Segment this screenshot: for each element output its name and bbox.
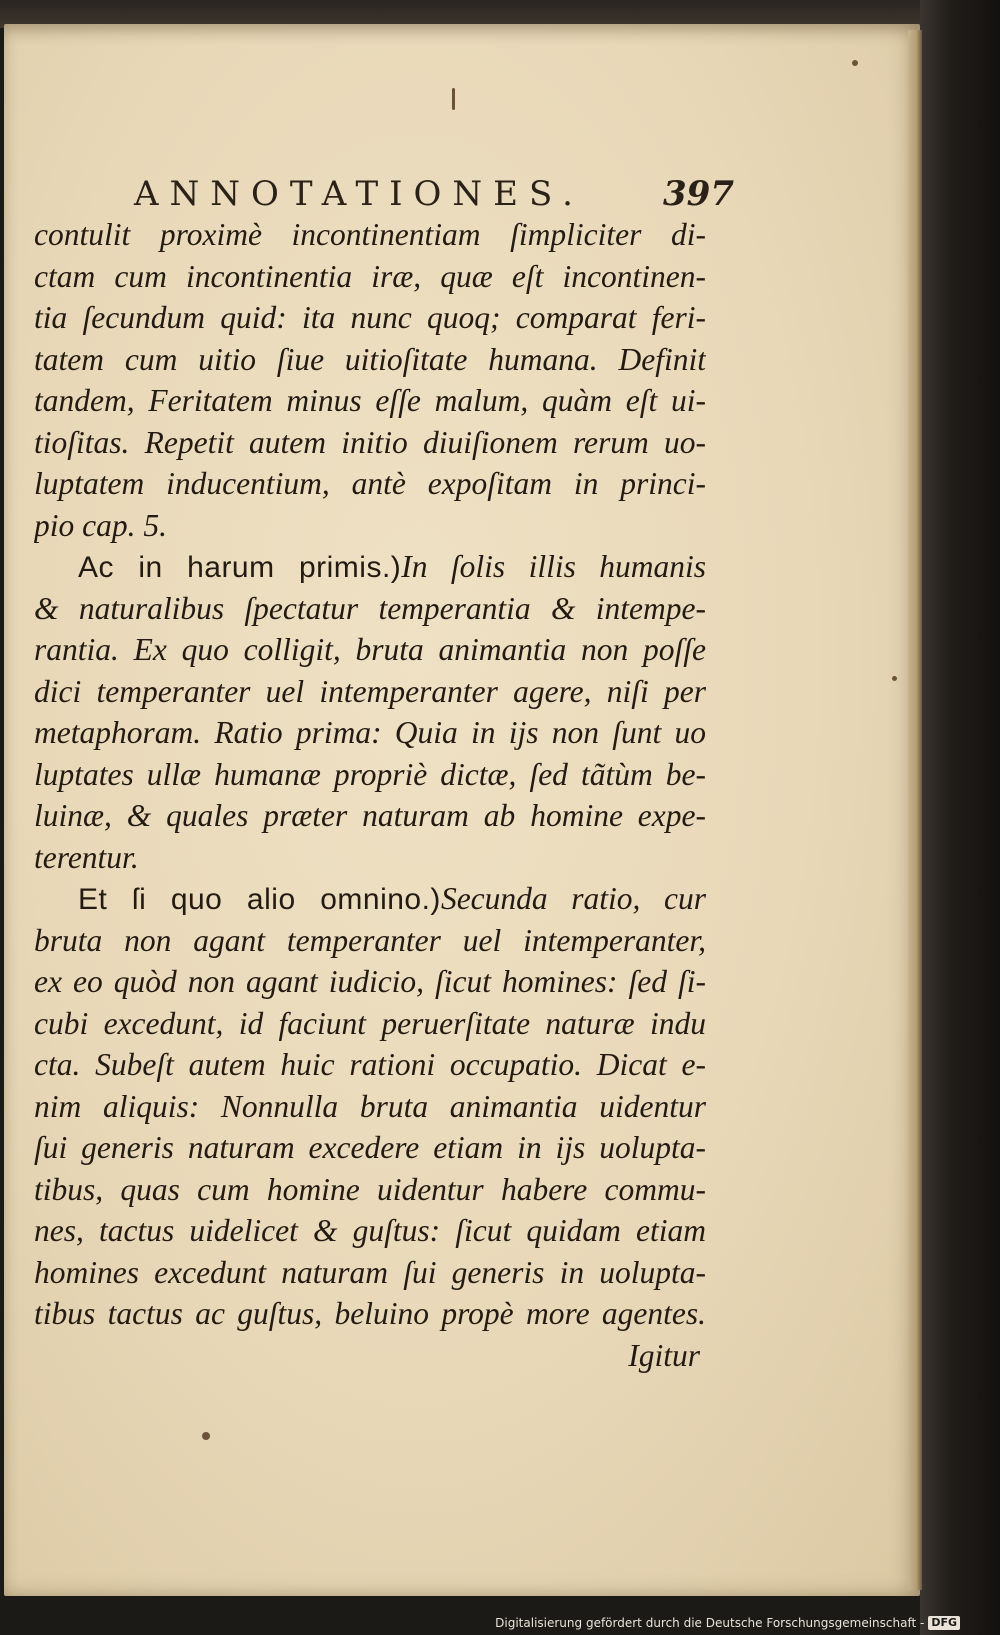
digitization-credit (495, 1614, 960, 1632)
text-line: ex eo quòd non agant iudicio, ſicut homines: ſed ſi- (34, 964, 706, 999)
paper-speck (852, 60, 858, 66)
running-head: ANNOTATIONES. (134, 174, 584, 214)
paragraph-first-line (34, 546, 706, 588)
text-line: tandem, Feritatem minus eſſe malum, quàm eſt ui- (34, 383, 706, 418)
text-line: ctam cum incontinentia iræ, quæ eſt incontinen- (34, 258, 706, 294)
paper-speck (452, 88, 455, 110)
paper-speck (892, 676, 897, 681)
text-line: luptates ullæ humanæ propriè dictæ, ſed tãtùm be- (34, 756, 706, 792)
book-page (4, 24, 920, 1596)
text-line: nim aliquis: Nonnulla bruta animantia uidentur (34, 1088, 706, 1124)
lemma: Ac in harum primis.) (78, 551, 402, 584)
dfg-logo: DFG (928, 1616, 960, 1630)
text-line: & naturalibus ſpectatur temperantia & intempe- (34, 590, 706, 626)
text-line: tatem cum uitio ſiue uitioſitate humana. Definit (34, 341, 706, 377)
text-line: bruta non agant temperanter uel intemperanter, (34, 922, 706, 958)
text-line: rantia. Ex quo colligit, bruta animantia non poſſe (34, 632, 706, 667)
page-edge (908, 30, 922, 1590)
text-line: ſui generis naturam excedere etiam in ijs uolupta- (34, 1130, 706, 1165)
text-line: tioſitas. Repetit autem initio diuiſionem rerum uo- (34, 424, 706, 460)
text-line: cta. Subeſt autem huic rationi occupatio. Dicat e- (34, 1047, 706, 1082)
text-line: luinæ, & quales præter naturam ab homine expe- (34, 798, 706, 833)
paragraph-first-line (34, 878, 706, 920)
catchword: Igitur (628, 1337, 700, 1373)
text-line: tia ſecundum quid: ita nunc quoq; comparat feri- (34, 300, 706, 335)
text-line: tibus, quas cum homine uidentur habere commu- (34, 1171, 706, 1207)
text-line: tibus tactus ac guſtus, beluino propè more agentes. (34, 1296, 706, 1331)
paper-speck (202, 1432, 210, 1440)
text-line: luptatem inducentium, antè expoſitam in princi- (34, 466, 706, 501)
text-line: cubi excedunt, id faciunt peruerſitate naturæ indu (34, 1005, 706, 1041)
text-block (34, 214, 706, 1376)
lemma: Et ſi quo alio omnino.) (78, 883, 441, 916)
text-line: dici temperanter uel intemperanter agere, niſi per (34, 673, 706, 709)
text-line: contulit proximè incontinentiam ſimpliciter di- (34, 217, 706, 252)
text-line: pio cap. 5. (34, 507, 167, 543)
scan-right-shadow (920, 0, 1000, 1635)
page-number: 397 (663, 174, 734, 214)
text-run: In ſolis illis humanis (401, 549, 706, 584)
text-line: metaphoram. Ratio prima: Quia in ijs non ſunt uo (34, 715, 706, 750)
text-line: nes, tactus uidelicet & guſtus: ſicut quidam etiam (34, 1213, 706, 1248)
text-line: homines excedunt naturam ſui generis in uolupta- (34, 1254, 706, 1290)
text-run: Secunda ratio, cur (440, 881, 706, 916)
text-line: terentur. (34, 839, 139, 875)
credit-text: Digitalisierung gefördert durch die Deutsche Forschungsgemeinschaft - (495, 1616, 925, 1630)
